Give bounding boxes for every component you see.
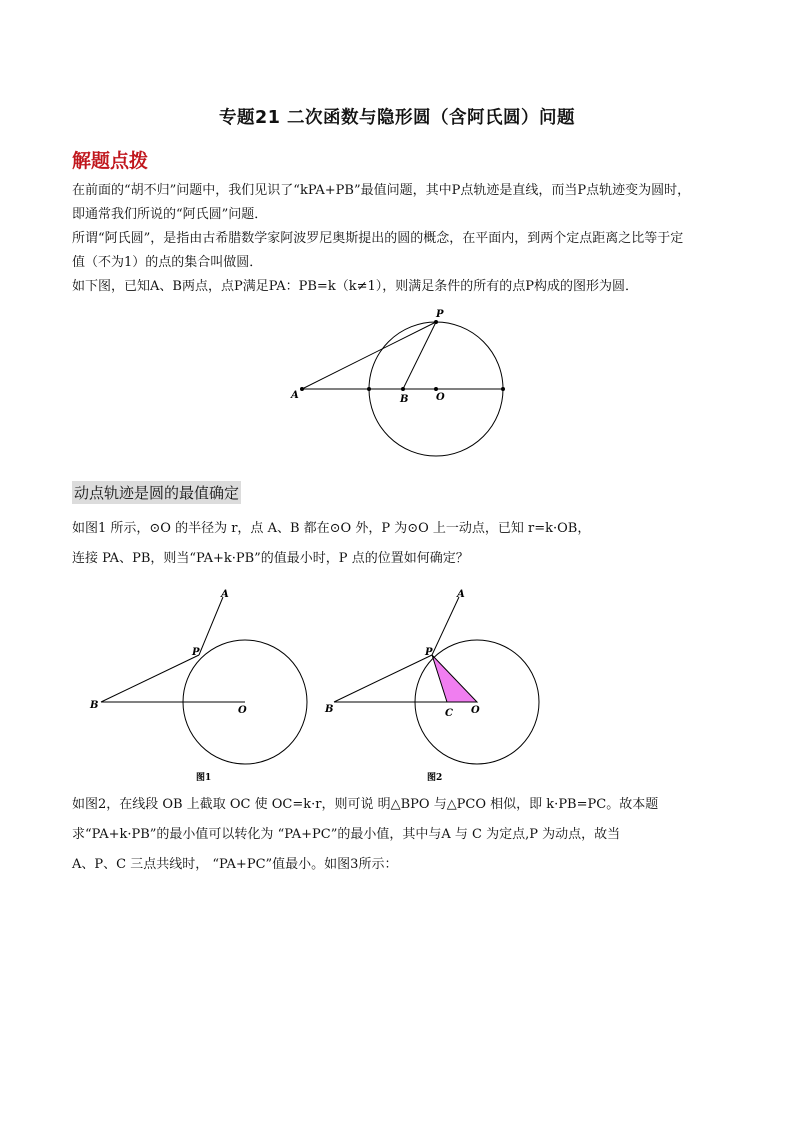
problem-line-1: 如图1 所示，⊙O 的半径为 r，点 A、B 都在⊙O 外，P 为⊙O 上一动点，已知 r=k·OB， [72,521,591,536]
figure-2 [334,597,539,764]
fig2-caption: 图2 [427,773,443,783]
solution-line-1: 如图2，在线段 OB 上截取 OC 使 OC=k·r，则可说 明△BPO 与△PCO 相似，即 k·PB=PC。故本题 [72,797,659,812]
fig2-segment-bp [334,655,432,702]
segment-pb [403,322,436,389]
fig1-segment-bp [101,655,199,702]
point-right-intersection [501,387,505,391]
solution-line-3: A、P、C 三点共线时， “PA+PC”值最小。如图3所示： [72,857,398,872]
fig1-caption: 图1 [196,773,212,783]
intro-line-2: 即通常我们所说的“阿氏圆”问题． [72,207,268,222]
fig2-shaded-triangle [432,655,477,702]
label-a: A [291,390,299,401]
point-o [434,387,438,391]
point-b [401,387,405,391]
figure-1 [101,597,307,764]
fig2-label-a: A [457,589,465,600]
intro-line-1: 在前面的“胡不归”问题中，我们见识了“kPA+PB”最值问题，其中P点轨迹是直线，而当P点轨迹变为圆时， [72,183,691,198]
fig1-segment-pa [199,597,223,655]
intro-line-4: 值（不为1）的点的集合叫做圆． [72,255,263,270]
fig2-label-p: P [425,647,433,658]
point-a [300,387,304,391]
solution-paragraph [72,790,732,880]
fig2-label-o: O [471,705,480,716]
fig1-label-b: B [90,700,99,711]
segment-pa [302,322,436,389]
fig1-label-a: A [221,589,229,600]
fig1-label-o: O [238,705,247,716]
intro-line-5: 如下图，已知A、B两点，点P满足PA：PB=k（k≠1），则满足条件的所有的点P构成的图形为圆． [72,279,638,294]
label-b: B [400,394,409,405]
fig2-segment-pa [432,597,459,655]
fig2-label-b: B [325,704,334,715]
solution-line-2: 求“PA+k·PB”的最小值可以转化为 “PA+PC”的最小值，其中与A 与 C 为定点,P 为动点，故当 [72,827,621,842]
subheading: 动点轨迹是圆的最值确定 [72,481,241,504]
point-left-intersection [367,387,371,391]
label-o: O [436,392,445,403]
fig2-label-c: C [445,708,453,719]
section-heading: 解题点拨 [72,150,149,172]
problem-paragraph [72,514,732,574]
point-p [434,320,438,324]
fig1-label-p: P [192,647,200,658]
label-p: P [436,309,444,320]
problem-line-2: 连接 PA、PB，则当“PA+k·PB”的值最小时，P 点的位置如何确定？ [72,551,469,566]
intro-line-3: 所谓“阿氏圆”，是指由古希腊数学家阿波罗尼奥斯提出的圆的概念，在平面内，到两个定点距离之比等于定 [72,231,684,246]
page-title: 专题21 二次函数与隐形圆（含阿氏圆）问题 [219,108,575,128]
